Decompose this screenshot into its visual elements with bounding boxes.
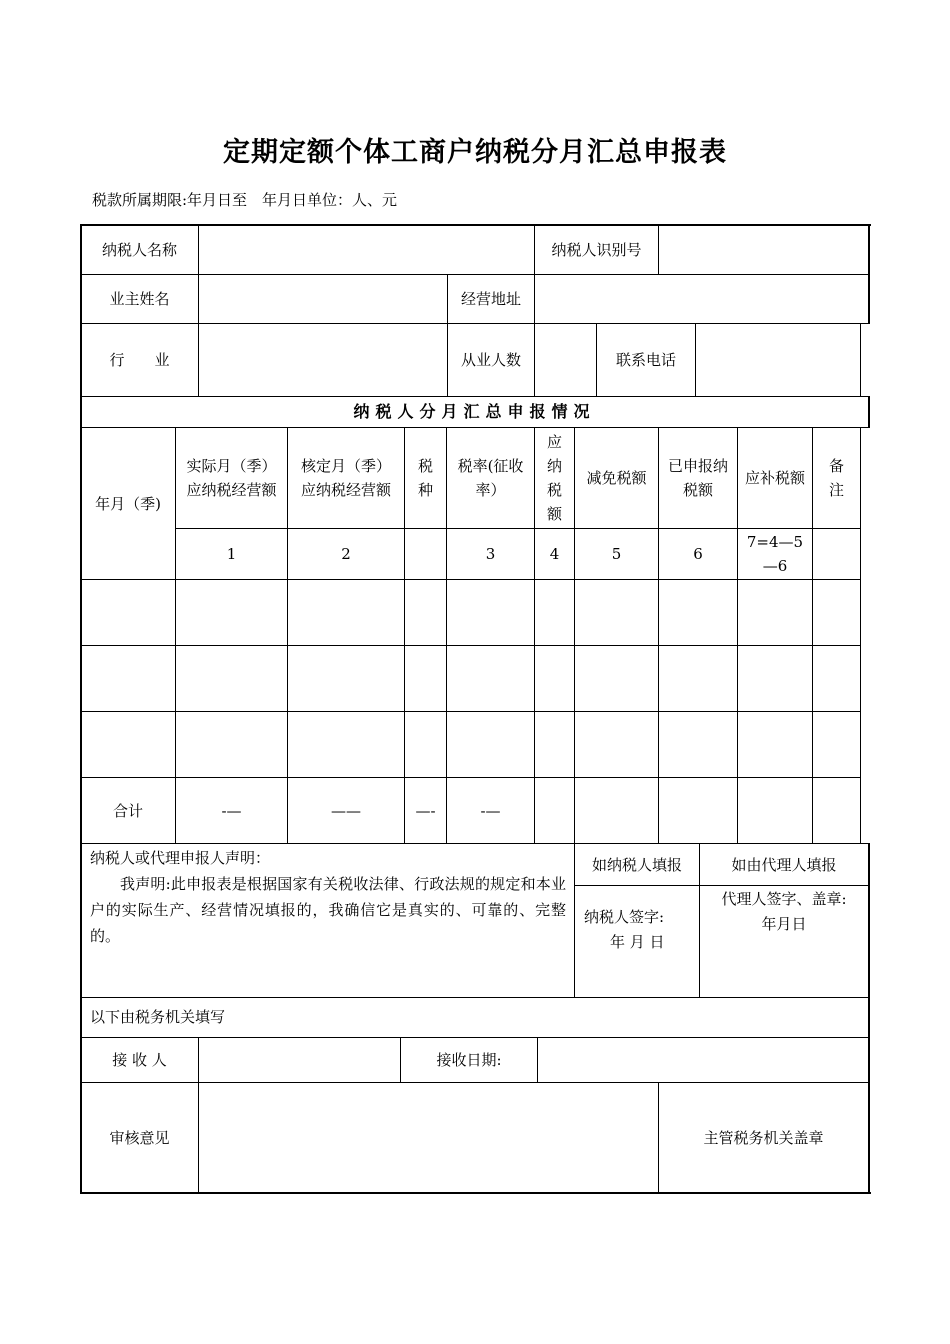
address-field[interactable]	[535, 275, 868, 323]
col-rate-header: 税率(征收率）	[457, 457, 524, 499]
table-row-2[interactable]	[81, 646, 860, 711]
col-period-header: 年月（季)	[95, 494, 161, 513]
col-number-1: 1	[226, 545, 237, 563]
col-reduction-header: 减免税额	[586, 469, 647, 487]
self-filing-label: 如纳税人填报	[591, 855, 682, 874]
agent-sign-date: 年月日	[761, 915, 807, 933]
col-number-4: 4	[549, 545, 560, 563]
receiver-label: 接 收 人	[112, 1051, 167, 1069]
industry-label: 行 业	[109, 351, 170, 369]
table-row-3[interactable]	[81, 712, 860, 777]
total-tax-type: —-	[415, 801, 436, 820]
seal-label: 主管税务机关盖章	[703, 1128, 824, 1147]
section-title: 纳税人分月汇总申报情况	[353, 402, 596, 421]
taxpayer-id-field[interactable]	[659, 225, 868, 274]
taxpayer-name-label: 纳税人名称	[101, 240, 177, 259]
total-actual: -—	[221, 801, 242, 820]
total-row-label: 合计	[112, 801, 143, 820]
table-row-1[interactable]	[81, 580, 860, 645]
self-sign-label: 纳税人签字:	[584, 908, 665, 926]
review-field[interactable]	[199, 1083, 658, 1192]
col-number-2: 2	[341, 545, 351, 563]
industry-field[interactable]	[199, 324, 447, 396]
col-number-3: 3	[485, 545, 496, 563]
col-supplement-header: 应补税额	[744, 469, 805, 487]
col-number-5: 5	[611, 545, 622, 563]
col-number-7: 7=4—5—6	[746, 533, 804, 575]
receiver-field[interactable]	[199, 1038, 400, 1082]
total-assessed: ——	[331, 801, 361, 820]
agent-filing-label: 如由代理人填报	[731, 855, 837, 874]
taxpayer-name-field[interactable]	[199, 225, 534, 274]
employees-field[interactable]	[535, 324, 596, 396]
period-line: 税款所属期限:年月日至 年月日单位：人、元	[92, 191, 398, 209]
review-label: 审核意见	[109, 1128, 170, 1147]
taxpayer-id-label: 纳税人识别号	[551, 240, 642, 259]
declaration-text: 我声明:此申报表是根据国家有关税收法律、行政法规的规定和本业户的实际生产、经营情况填报的，我确信它是真实的、可靠的、完整的。	[90, 875, 566, 945]
owner-name-field[interactable]	[199, 275, 447, 323]
office-use-heading: 以下由税务机关填写	[90, 1008, 226, 1026]
phone-field[interactable]	[696, 324, 860, 396]
col-number-6: 6	[693, 545, 703, 563]
employees-label: 从业人数	[460, 351, 521, 369]
receive-date-field[interactable]	[538, 1038, 868, 1082]
total-rate: -—	[480, 801, 501, 820]
col-actual-header: 实际月（季）应纳税经营额	[186, 457, 277, 499]
owner-name-label: 业主姓名	[109, 290, 170, 308]
col-payable-header: 应纳税额	[547, 433, 563, 523]
col-tax-type-header: 税种	[417, 457, 433, 499]
col-declared-header: 已申报纳税额	[667, 457, 728, 499]
col-remarks-header: 备注	[828, 457, 844, 499]
receive-date-label: 接收日期:	[436, 1051, 502, 1069]
form-title: 定期定额个体工商户纳税分月汇总申报表	[223, 137, 727, 168]
self-sign-date: 年 月 日	[610, 933, 665, 951]
declaration-heading: 纳税人或代理申报人声明：	[90, 849, 271, 867]
phone-label: 联系电话	[615, 351, 676, 369]
agent-sign-label: 代理人签字、盖章:	[721, 890, 847, 908]
col-assessed-header: 核定月（季）应纳税经营额	[300, 457, 391, 499]
address-label: 经营地址	[460, 290, 521, 308]
